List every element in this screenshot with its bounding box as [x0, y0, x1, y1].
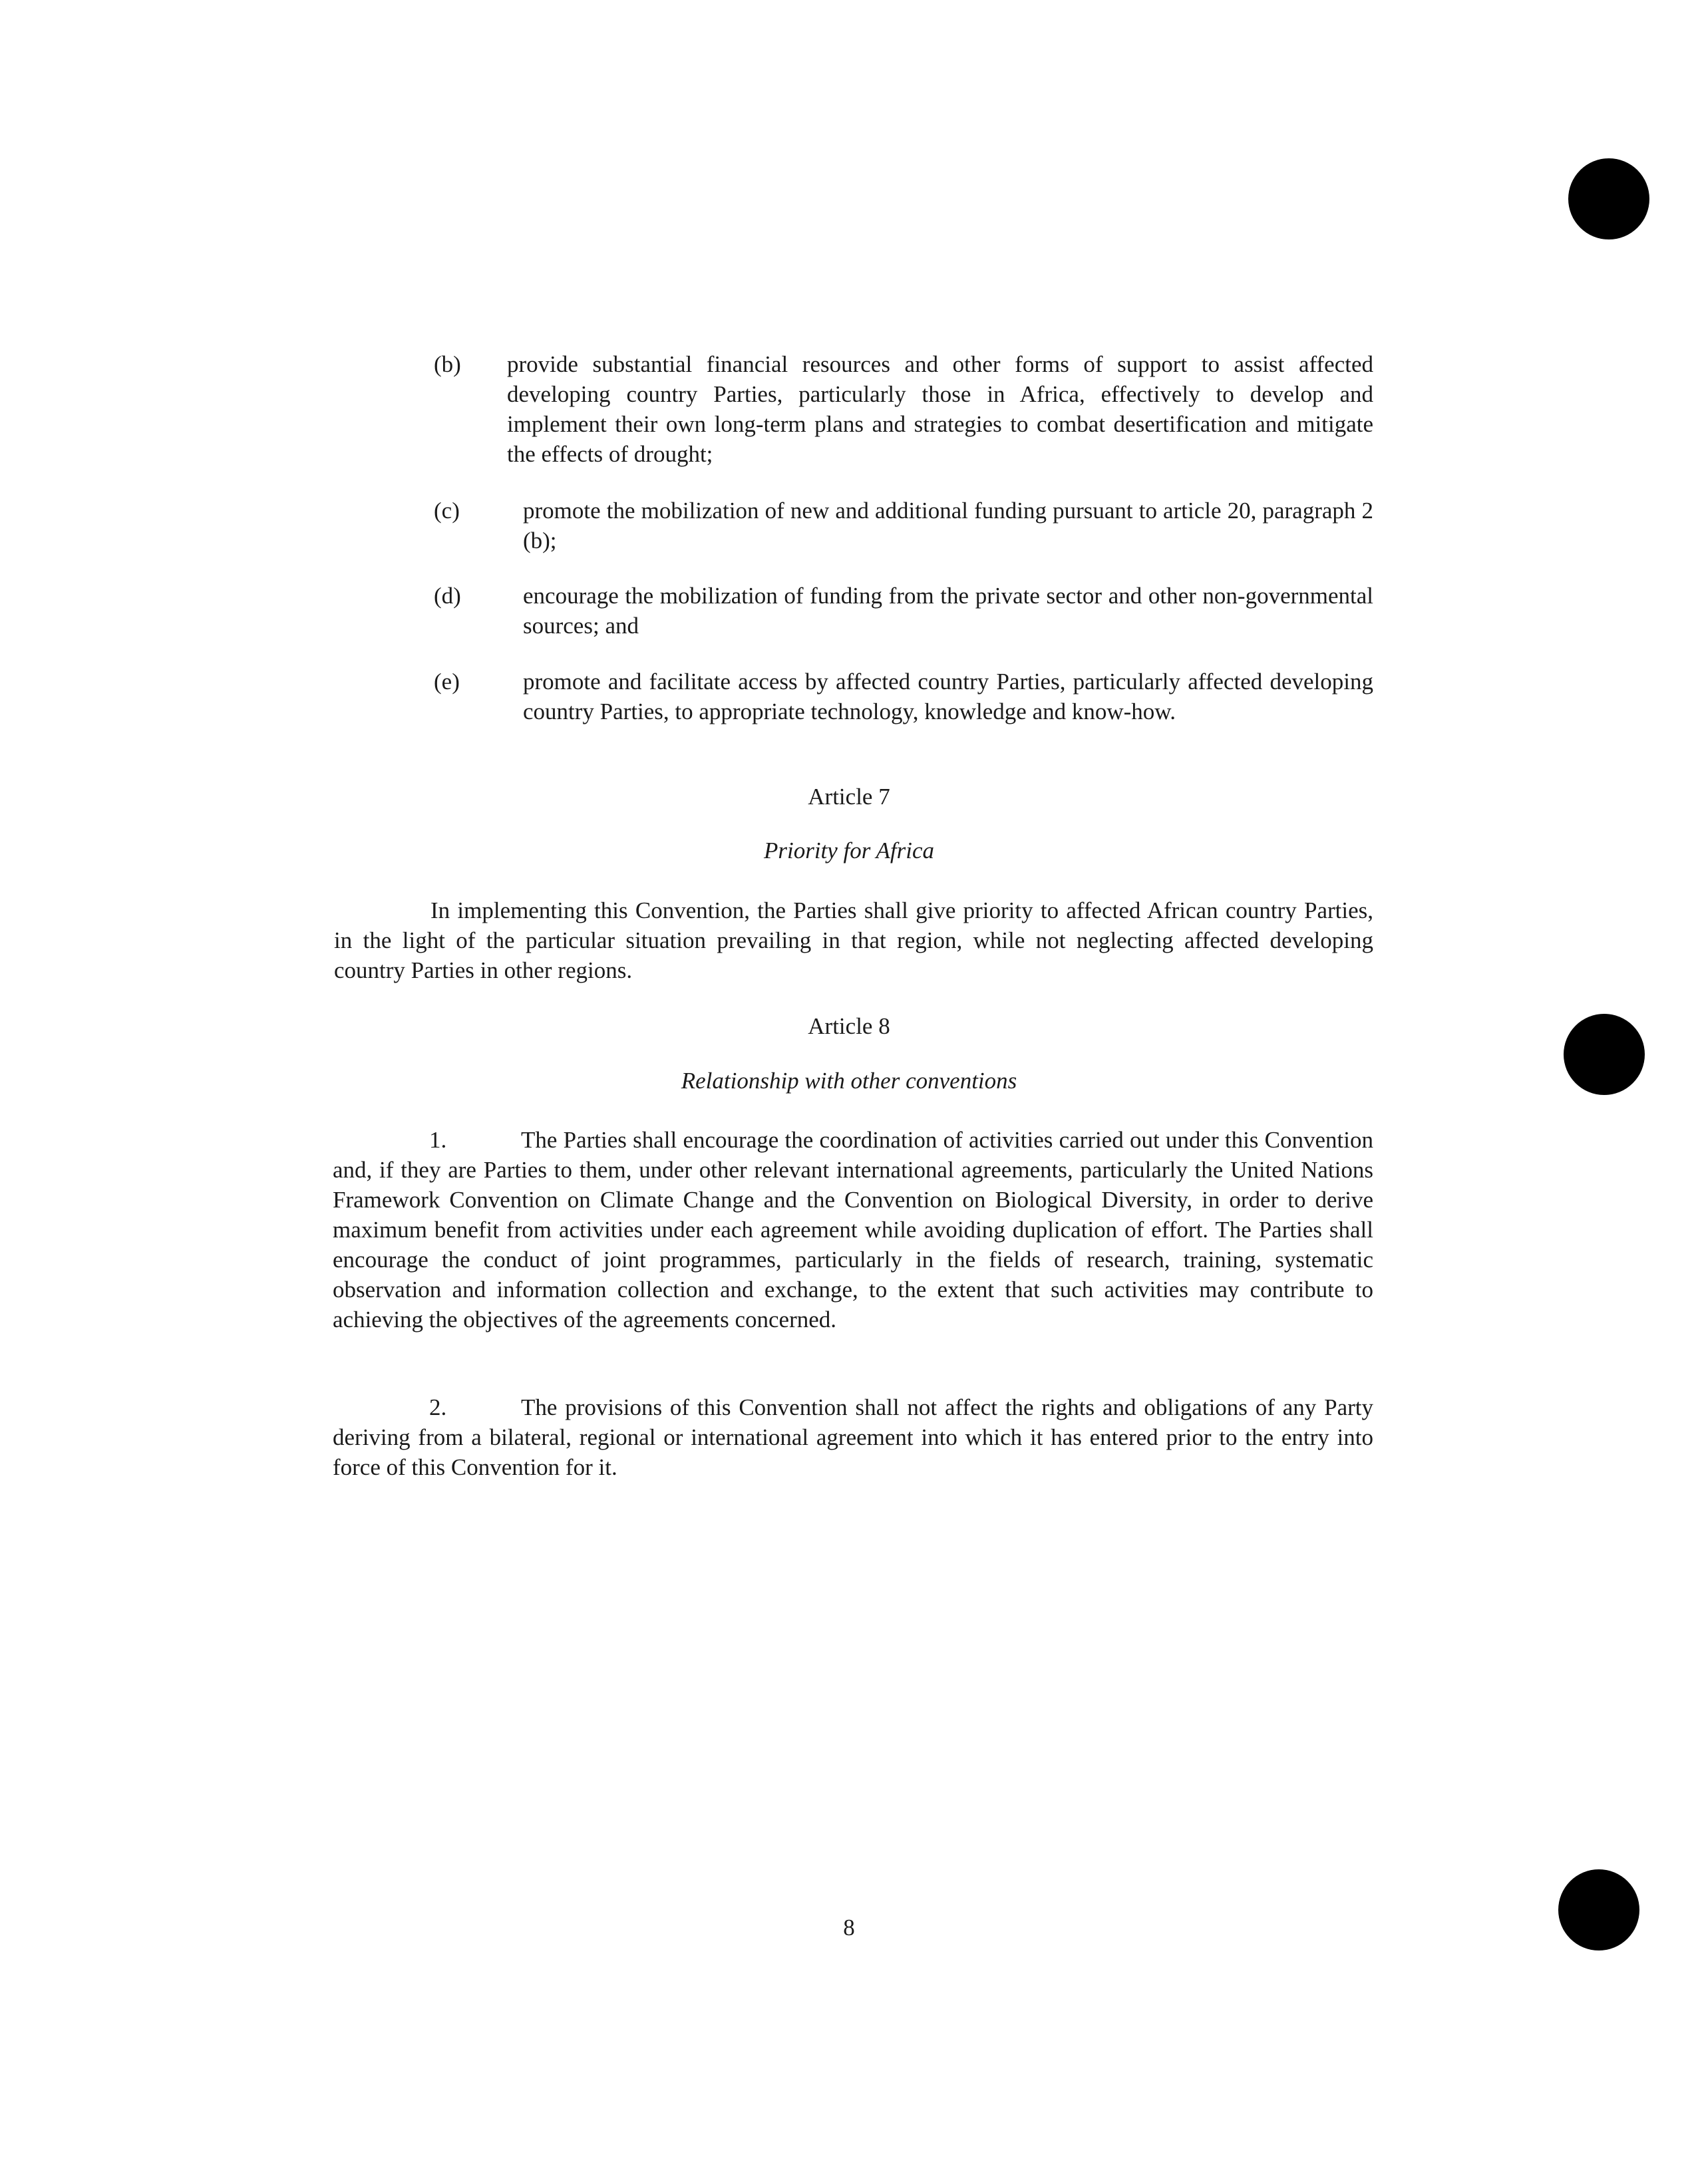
article-8-paragraph-1 [333, 1125, 1373, 1334]
article-7-heading: Article 7 [808, 784, 890, 810]
list-item-c [434, 496, 1373, 555]
list-item-d [434, 581, 1373, 641]
list-item-b [434, 349, 1373, 469]
article-8-title: Relationship with other conventions [681, 1068, 1017, 1094]
list-item-label: (e) [434, 669, 460, 695]
list-item-e [434, 667, 1373, 756]
list-item-text: encourage the mobilization of funding from the private sector and other non-governmental sources; and [523, 583, 1373, 639]
page-number: 8 [843, 1915, 855, 1941]
list-item-label: (d) [434, 583, 461, 609]
list-item-text: promote and facilitate access by affected country Parties, particularly affected developing country Parties, to appropriate technology, knowledge and know-how. [523, 669, 1373, 724]
list-item-label: (c) [434, 498, 460, 524]
punch-hole-top [1568, 158, 1649, 239]
article-7-paragraph [334, 895, 1373, 985]
article-7-text: In implementing this Convention, the Parties shall give priority to affected African country Parties, in the light of the particular situation prevailing in that region, while not neglecting affected developing country Parties in other regions. [334, 897, 1373, 983]
list-item-label: (b) [434, 351, 461, 377]
list-item-text: provide substantial financial resources and other forms of support to assist affected developing country Parties, particularly those in Africa, effectively to develop and implement their own long-term plans and strategies to combat desertification and mitigate the effects of drought; [507, 351, 1373, 467]
list-item-text: promote the mobilization of new and additional funding pursuant to article 20, paragraph 2 (b); [523, 498, 1373, 553]
paragraph-number: 2. [429, 1394, 447, 1420]
article-8-heading: Article 8 [808, 1013, 890, 1039]
paragraph-number: 1. [429, 1127, 447, 1153]
article-7-title: Priority for Africa [763, 838, 935, 863]
article-8-paragraph-2 [333, 1392, 1373, 1482]
paragraph-text: The Parties shall encourage the coordination of activities carried out under this Convention and, if they are Parties to them, under other relevant international agreements, particularly the United Nations Framework Convention on Climate Change and the Convention on Biological Diversity, in order to derive maximum benefit from activities under each agreement while avoiding duplication of effort. The Parties shall encourage the conduct of joint programmes, particularly in the fields of research, training, systematic observation and information collection and exchange, to the extent that such activities may contribute to achieving the objectives of the agreements concerned. [333, 1127, 1373, 1332]
paragraph-text: The provisions of this Convention shall not affect the rights and obligations of any Party deriving from a bilateral, regional or international agreement into which it has entered prior to the entry into force of this Convention for it. [333, 1394, 1373, 1480]
